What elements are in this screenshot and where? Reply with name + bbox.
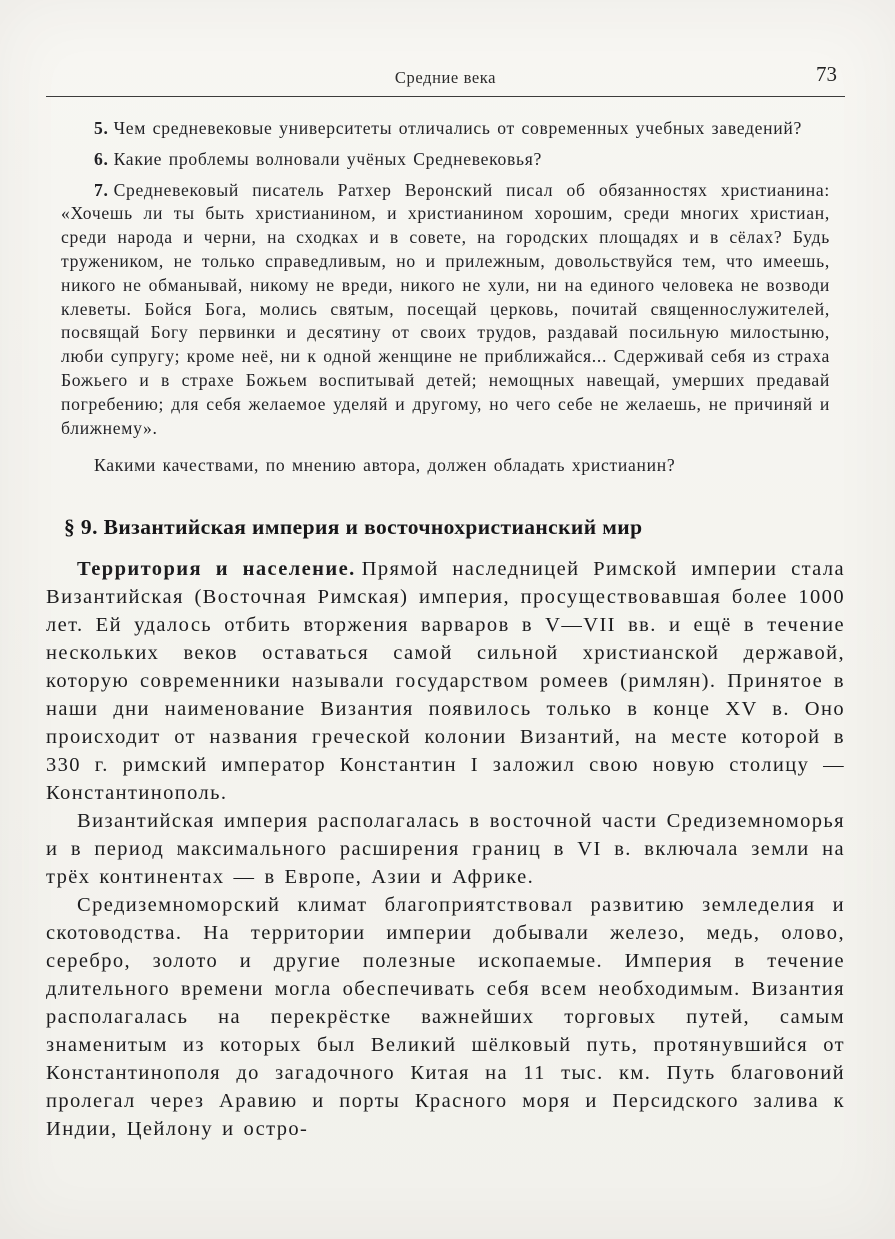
section-paragraph-climate: Средиземноморский климат благоприятствовал развитию земледелия и скотоводства. На территории империи добывали железо, медь, олово, серебро, золото и другие полезные ископаемые. Империя в течение длительного времени могла обеспечивать себя всем необходимым. Византия располагалась на перекрёстке важнейших торговых путей, самым знаменитым из которых был Великий шёлковый путь, протянувшийся от Константинополя до загадочного Китая на 11 тыс. км. Путь благовоний пролегал через Аравию и порты Красного моря и Персидского залива к Индии, Цейлону и остро- bbox=[46, 894, 845, 1141]
question-6 bbox=[61, 148, 830, 172]
question-5-text: Чем средневековые университеты отличались от современных учебных заведений? bbox=[113, 118, 803, 138]
followup-question: Какими качествами, по мнению автора, должен обладать христианин? bbox=[94, 455, 676, 476]
section-heading: § 9. Византийская империя и восточнохристианский мир bbox=[64, 515, 643, 540]
page-header bbox=[46, 64, 845, 94]
question-5 bbox=[61, 117, 830, 141]
paragraph-lead-territory: Территория и население. bbox=[77, 558, 356, 581]
question-5-number: 5. bbox=[94, 118, 109, 138]
question-6-number: 6. bbox=[94, 148, 109, 169]
paragraph-text-territory: Прямой наследницей Римской империи стала Византийская (Восточная Римская) империя, просуществовавшая более 1000 лет. Ей удалось отбить вторжения варваров в V—VII вв. и ещё в течение нескольких веков оставаться самой сильной христианской державой, которую современники называли государством ромеев (римлян). Принятое в наши дни наименование Византия появилось только в конце XV в. Оно происходит от названия греческой колонии Византий, на месте которой в 330 г. римский император Константин I заложил свою новую столицу — Константинополь. bbox=[46, 558, 845, 805]
question-6-text: Какие проблемы волновали учёных Средневековья? bbox=[113, 148, 542, 169]
questions-block bbox=[46, 117, 845, 478]
section-paragraph-territory bbox=[46, 555, 845, 807]
question-7 bbox=[61, 179, 830, 441]
running-head: Средние века bbox=[394, 68, 497, 87]
header-rule bbox=[46, 96, 845, 97]
question-7-text: Средневековый писатель Ратхер Веронский писал об обязанностях христианина: «Хочешь ли ты быть христианином, и христианином хорошим, среди многих христиан, среди народа и черни, на сходках и в совете, на городских площадях и в сёлах? Будь тружеником, не только справедливым, но и прилежным, довольствуйся тем, что имеешь, никого не обманывай, никому не вреди, никого не хули, ни на единого человека не возводи клеветы. Бойся Бога, молись святым, посещай церковь, почитай священнослужителей, посвящай Богу первинки и десятину от своих трудов, раздавай посильную милостыню, люби супругу; кроме неё, ни к одной женщине не приближайся... Сдерживай себя из страха Божьего и в страхе Божьем воспитывай детей; немощных навещай, умерших предавай погребению; для себя желаемое уделяй и другому, но чего себе не желаешь, не причиняй и ближнему». bbox=[61, 179, 830, 438]
question-7-number: 7. bbox=[94, 179, 109, 200]
section-paragraph-location: Византийская империя располагалась в восточной части Средиземноморья и в период максимального расширения границ в VI в. включала земли на трёх континентах — в Европе, Азии и Африке. bbox=[46, 810, 845, 889]
page-number: 73 bbox=[816, 62, 837, 86]
